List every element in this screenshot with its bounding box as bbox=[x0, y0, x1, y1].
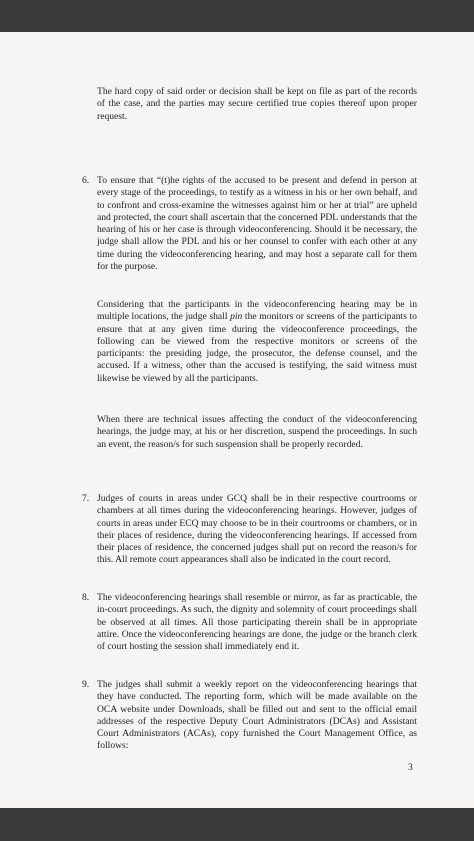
item-8-number: 8. bbox=[82, 592, 90, 603]
item-6-paragraph-2-emphasis: pin bbox=[230, 311, 243, 323]
item-6-paragraph-2 bbox=[97, 299, 417, 385]
document-page bbox=[0, 32, 474, 808]
item-6-paragraph-2-pre: Considering that the participants in the videoconferencing hearing may be in multiple locations, the judge shall bbox=[97, 299, 417, 323]
item-9-paragraph: The judges shall submit a weekly report on the videoconferencing hearings that they have conducted. The reporting form, which will be made available on the OCA website under Downloads, shall be filled out and sent to the official email addresses of the respective Deputy Court Administrators (DCAs) and Assistant Court Administrators (ACAs), copy furnished the Court Management Office, as follows: bbox=[97, 679, 417, 752]
item-9-number: 9. bbox=[82, 679, 90, 690]
item-6-paragraph-2-post: the monitors or screens of the participants to ensure that at any given time during the videoconference proceedings, the following can be viewed from the respective monitors or screens of the participants: the presiding judge, the prosecutor, the defense counsel, and the accused. If a witness, other than the accused is testifying, the said witness must likewise be viewed by all the participants. bbox=[97, 311, 417, 384]
page-number: 3 bbox=[408, 762, 413, 773]
item-7-number: 7. bbox=[82, 493, 90, 504]
item-6-paragraph-1: To ensure that “(t)he rights of the accused to be present and defend in person at every stage of the proceedings, to testify as a witness in his or her own behalf, and to confront and cross-examine the witnesses against him or her at trial” are upheld and protected, the court shall ascertain that the concerned PDL understands that the hearing of his or her case is through videoconferencing. Should it be necessary, the judge shall allow the PDL and his or her counsel to confer with each other at any time during the videoconferencing hearing, and may host a separate call for them for the purpose. bbox=[97, 175, 417, 273]
viewer-top-bar bbox=[0, 0, 474, 32]
item-8-paragraph: The videoconferencing hearings shall resemble or mirror, as far as practicable, the in-court proceedings. As such, the dignity and solemnity of court proceedings shall be observed at all times. All those participating therein shall be in appropriate attire. Once the videoconferencing hearings are done, the judge or the branch clerk of court hosting the session shall immediately end it. bbox=[97, 592, 417, 653]
viewer-bottom-bar bbox=[0, 808, 474, 841]
item-7-paragraph: Judges of courts in areas under GCQ shall be in their respective courtrooms or chambers at all times during the videoconferencing hearings. However, judges of courts in areas under ECQ may choose to be in their courtrooms or chambers, or in their places of residence, during the videoconferencing hearings. If accessed from their places of residence, the concerned judges shall put on record the reason/s for this. All remote court appearances shall also be indicated in the court record. bbox=[97, 493, 417, 566]
item-6-number: 6. bbox=[82, 175, 90, 186]
intro-paragraph: The hard copy of said order or decision shall be kept on file as part of the records of the case, and the parties may secure certified true copies thereof upon proper request. bbox=[97, 86, 417, 122]
item-6-paragraph-3: When there are technical issues affecting the conduct of the videoconferencing hearings, the judge may, at his or her discretion, suspend the proceedings. In such an event, the reason/s for such suspension shall be properly recorded. bbox=[97, 414, 417, 450]
